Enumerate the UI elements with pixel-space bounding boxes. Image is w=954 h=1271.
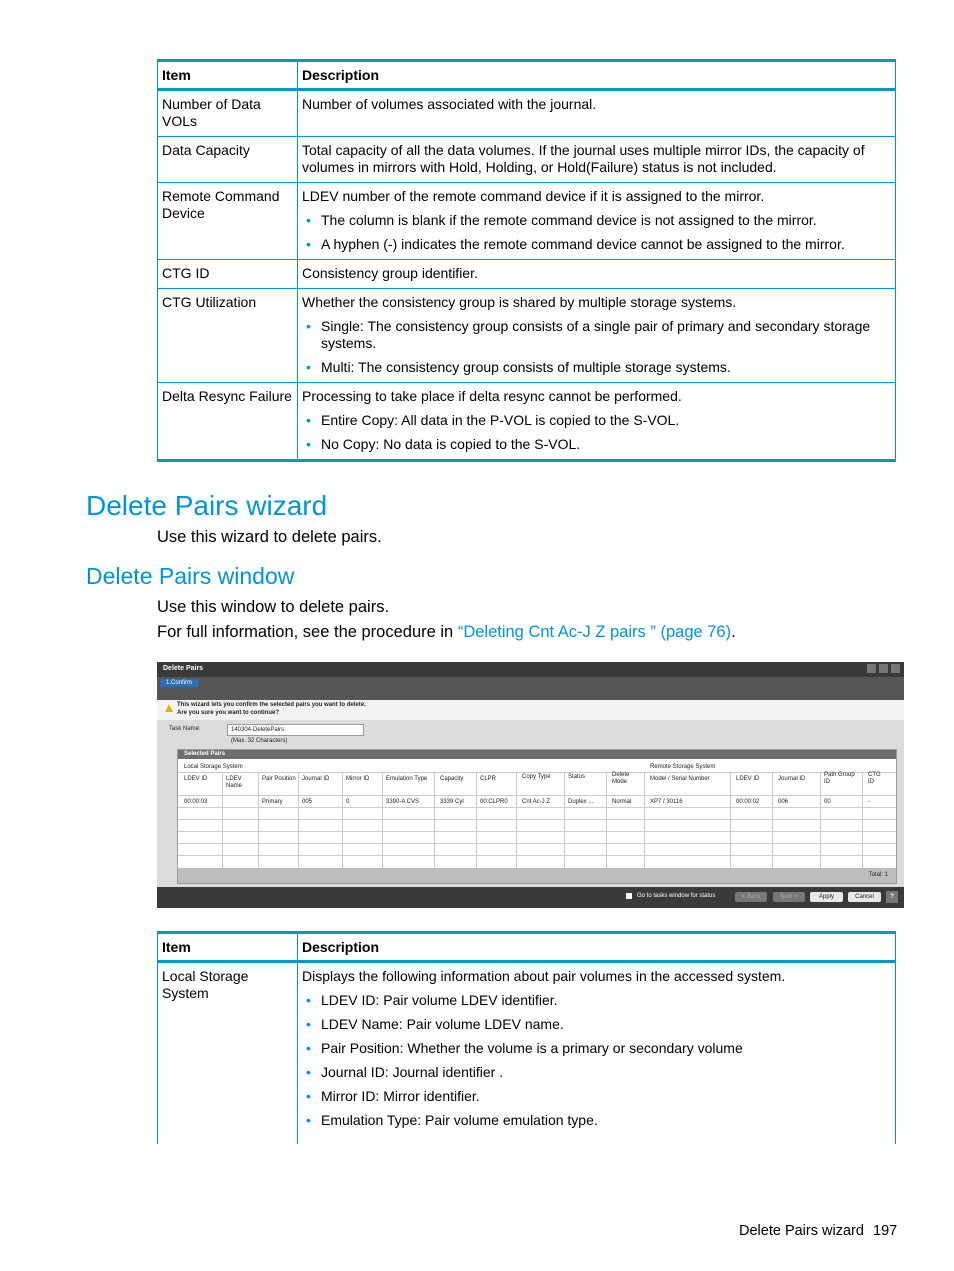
pin-icon[interactable] — [867, 664, 876, 673]
row-description — [298, 137, 896, 183]
cell-path-group-id: 00 — [824, 799, 831, 805]
description-text: Displays the following information about pair volumes in the accessed system. — [302, 968, 786, 984]
cell-journal-id: 005 — [302, 799, 313, 805]
reference-prefix: For full information, see the procedure in — [157, 623, 458, 641]
description-text: Whether the consistency group is shared by multiple storage systems. — [302, 294, 737, 310]
cell-ctg-id: - — [868, 799, 870, 805]
table-row — [158, 183, 896, 260]
window-titlebar — [157, 662, 904, 677]
window-title: Delete Pairs — [163, 665, 204, 672]
message-bar — [157, 700, 904, 720]
row-item: CTG Utilization — [158, 289, 298, 383]
window-controls — [864, 664, 900, 675]
task-name-hint: (Max. 32 Characters) — [231, 738, 288, 744]
message-line-1: This wizard lets you confirm the selected pairs you want to delete. — [177, 702, 366, 708]
row-item: Remote Command Device — [158, 183, 298, 260]
cell-capacity: 3339 Cyl — [440, 799, 464, 805]
column-header[interactable]: Journal ID — [778, 776, 806, 782]
journal-attributes-table — [157, 59, 896, 462]
bullet-item: • A hyphen (-) indicates the remote command device cannot be assigned to the mirror. — [302, 236, 891, 253]
header-item: Item — [158, 933, 298, 962]
footer-page-number: 197 — [873, 1223, 898, 1239]
task-name-label: Task Name: — [169, 726, 201, 732]
local-storage-table — [157, 931, 896, 1144]
column-header[interactable]: Path Group ID — [824, 772, 855, 785]
column-header[interactable]: Delete Mode — [612, 772, 630, 785]
button-bar — [157, 887, 904, 908]
task-name-value: 140304-DeletePairs — [231, 727, 285, 733]
table-row — [158, 137, 896, 183]
column-header[interactable]: Mirror ID — [346, 776, 370, 782]
cancel-button[interactable]: Cancel — [848, 892, 881, 902]
description-text: Processing to take place if delta resync cannot be performed. — [302, 388, 682, 404]
task-name-input[interactable] — [227, 724, 364, 736]
cell-delete-mode: Normal — [612, 799, 632, 805]
grid-total: Total: 1 — [868, 872, 888, 878]
cell-copy-type: Cnt Ac-J Z — [522, 799, 551, 805]
bullet-item: • Single: The consistency group consists of a single pair of primary and secondary storage systems. — [302, 318, 891, 352]
footer-section: Delete Pairs wizard — [739, 1223, 864, 1239]
help-icon[interactable]: ? — [886, 891, 898, 903]
delete-pairs-window-screenshot — [157, 662, 904, 908]
row-description — [298, 383, 896, 461]
column-header[interactable]: LDEV ID — [184, 776, 208, 782]
column-header[interactable]: CLPR — [480, 776, 497, 782]
step-bar — [157, 677, 904, 700]
description-text: Number of volumes associated with the journal. — [302, 96, 597, 112]
table-row — [158, 383, 896, 461]
cell-remote-journal-id: 006 — [778, 799, 789, 805]
description-text: LDEV number of the remote command device if it is assigned to the mirror. — [302, 188, 765, 204]
bullet-item: • Pair Position: Whether the volume is a primary or secondary volume — [302, 1040, 891, 1057]
bullet-list — [302, 212, 891, 253]
section-title-window: Delete Pairs window — [86, 563, 295, 589]
column-header[interactable]: Capacity — [440, 776, 464, 782]
cell-emulation-type: 3390-A CVS — [386, 799, 420, 805]
column-header[interactable]: LDEV ID — [736, 776, 760, 782]
header-item: Item — [158, 61, 298, 90]
table-row — [158, 260, 896, 289]
bullet-item: • Emulation Type: Pair volume emulation type. — [302, 1112, 891, 1129]
row-description — [298, 183, 896, 260]
description-text: Consistency group identifier. — [302, 265, 478, 281]
row-item: Number of Data VOLs — [158, 90, 298, 137]
apply-button[interactable]: Apply — [810, 892, 843, 902]
grid-title: Selected Pairs — [184, 751, 226, 757]
bullet-item: • Multi: The consistency group consists of multiple storage systems. — [302, 359, 891, 376]
row-item: Local Storage System — [158, 962, 298, 1145]
section-intro-window: Use this window to delete pairs. — [157, 598, 390, 616]
close-icon[interactable] — [891, 664, 900, 673]
cell-remote-ldev-id: 00:00:02 — [736, 799, 760, 805]
column-header[interactable]: Journal ID — [302, 776, 330, 782]
selected-pairs-grid — [177, 749, 897, 884]
table-row — [158, 289, 896, 383]
header-description: Description — [298, 933, 896, 962]
column-header[interactable]: Status — [568, 774, 586, 780]
reference-link[interactable]: “Deleting Cnt Ac-J Z pairs ” (page 76) — [457, 623, 732, 641]
bullet-list — [302, 412, 891, 453]
section-intro-wizard: Use this wizard to delete pairs. — [157, 528, 382, 546]
row-item: Delta Resync Failure — [158, 383, 298, 461]
bullet-item: • LDEV ID: Pair volume LDEV identifier. — [302, 992, 891, 1009]
bullet-item: • The column is blank if the remote command device is not assigned to the mirror. — [302, 212, 891, 229]
go-to-tasks-checkbox[interactable] — [626, 893, 632, 899]
cell-clpr: 00:CLPR0 — [480, 799, 508, 805]
row-item: CTG ID — [158, 260, 298, 289]
column-header[interactable]: Model / Serial Number — [650, 776, 710, 782]
next-button[interactable]: Next > — [773, 892, 805, 902]
bullet-item: • No Copy: No data is copied to the S-VOL. — [302, 436, 891, 453]
step-confirm[interactable]: 1.Confirm — [160, 679, 198, 687]
column-header[interactable]: CTG ID — [868, 772, 881, 785]
bullet-item: • LDEV Name: Pair volume LDEV name. — [302, 1016, 891, 1033]
column-header[interactable]: LDEV Name — [226, 776, 243, 789]
row-description — [298, 90, 896, 137]
go-to-tasks-label: Go to tasks window for status — [637, 893, 716, 899]
column-header[interactable]: Copy Type — [522, 774, 551, 780]
maximize-icon[interactable] — [879, 664, 888, 673]
column-header[interactable]: Emulation Type — [386, 776, 428, 782]
group-remote-storage: Remote Storage System — [650, 764, 716, 770]
cell-mirror-id: 0 — [346, 799, 350, 805]
row-item: Data Capacity — [158, 137, 298, 183]
cell-model-serial: XP7 / 30116 — [650, 799, 683, 805]
bullet-item: • Mirror ID: Mirror identifier. — [302, 1088, 891, 1105]
grid-header — [178, 750, 896, 759]
cell-pair-position: Primary — [262, 799, 283, 805]
message-line-2: Are you sure you want to continue? — [177, 710, 280, 716]
row-description — [298, 962, 896, 1145]
grid-footer — [178, 868, 896, 883]
section-title-wizard: Delete Pairs wizard — [86, 490, 328, 521]
reference-paragraph — [157, 623, 736, 642]
bullet-list — [302, 992, 891, 1129]
cell-status: Duplex ... — [568, 799, 594, 805]
column-header[interactable]: Pair Position — [262, 776, 296, 782]
description-text: Total capacity of all the data volumes. If the journal uses multiple mirror IDs, the capacity of volumes in mirrors with Hold, Holding, or Hold(Failure) status is not included. — [302, 142, 865, 175]
cell-ldev-id: 00:00:03 — [184, 799, 208, 805]
back-button[interactable]: < Back — [735, 892, 767, 902]
reference-suffix: . — [731, 623, 736, 641]
table-row — [158, 90, 896, 137]
bullet-item: • Journal ID: Journal identifier . — [302, 1064, 891, 1081]
header-description: Description — [298, 61, 896, 90]
bullet-item: • Entire Copy: All data in the P-VOL is copied to the S-VOL. — [302, 412, 891, 429]
group-local-storage: Local Storage System — [184, 764, 243, 770]
warning-icon — [165, 704, 173, 712]
row-description — [298, 289, 896, 383]
bullet-list — [302, 318, 891, 376]
row-description — [298, 260, 896, 289]
table-row — [158, 962, 896, 1145]
